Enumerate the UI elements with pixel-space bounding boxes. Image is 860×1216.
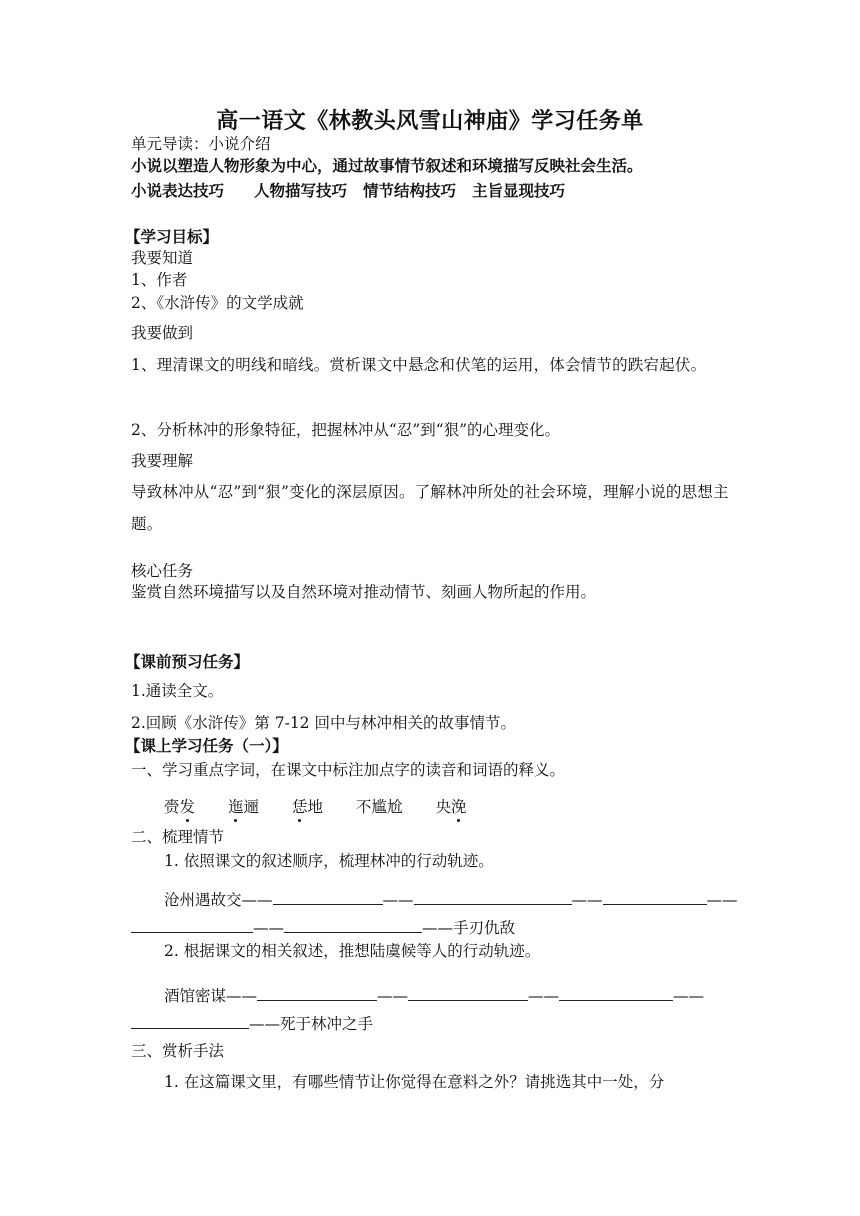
dash-separator: —— bbox=[382, 891, 414, 909]
novel-statement: 小说以塑造人物形象为中心，通过故事情节叙述和环境描写反映社会生活。 bbox=[131, 157, 643, 175]
technique-item: 主旨显现技巧 bbox=[472, 182, 566, 200]
section-3-title: 三、赏析手法 bbox=[131, 1042, 225, 1060]
technique-list bbox=[131, 181, 565, 201]
question-1: 1. 依照课文的叙述顺序，梳理林冲的行动轨迹。 bbox=[164, 852, 494, 870]
dash-separator: —— bbox=[377, 987, 409, 1005]
vocab-char: 不 bbox=[355, 798, 372, 816]
understand-heading: 我要理解 bbox=[131, 452, 194, 470]
vocab-char: 迤 bbox=[227, 798, 244, 816]
vocab-word bbox=[356, 798, 403, 816]
answer-blank[interactable] bbox=[257, 984, 377, 1001]
lu-yuhou-track-line-2 bbox=[131, 1012, 373, 1034]
section-2-title: 二、梳理情节 bbox=[131, 828, 225, 846]
answer-blank[interactable] bbox=[603, 888, 707, 905]
core-task-text: 鉴赏自然环境描写以及自然环境对推动情节、刻画人物所起的作用。 bbox=[131, 583, 597, 601]
technique-item: 情节结构技巧 bbox=[363, 182, 457, 200]
section-1-title: 一、学习重点字词，在课文中标注加点字的读音和词语的释义。 bbox=[131, 761, 566, 779]
vocab-word bbox=[292, 798, 323, 816]
dash-separator: —— bbox=[528, 987, 560, 1005]
goals-heading: 【学习目标】 bbox=[125, 228, 219, 246]
vocab-char: 发 bbox=[179, 798, 196, 816]
vocab-char: 逦 bbox=[243, 798, 259, 816]
class-task-heading: 【课上学习任务（一）】 bbox=[125, 737, 288, 755]
technique-item: 小说表达技巧 bbox=[131, 182, 225, 200]
vocab-word bbox=[164, 798, 195, 816]
vocab-char: 尬 bbox=[386, 798, 403, 816]
dash-separator: —— bbox=[673, 987, 705, 1005]
know-item-author: 1、作者 bbox=[131, 271, 188, 289]
vocab-list bbox=[164, 797, 494, 817]
unit-guide: 单元导读：小说介绍 bbox=[131, 135, 271, 153]
vocab-char: 地 bbox=[307, 798, 323, 816]
preview-item-1: 1.通读全文。 bbox=[131, 682, 224, 700]
lin-chong-track-line-2 bbox=[131, 916, 515, 938]
preview-item-2: 2.回顾《水浒传》第 7-12 回中与林冲相关的故事情节。 bbox=[131, 714, 516, 732]
do-item-1: 1、理清课文的明线和暗线。赏析课文中悬念和伏笔的运用，体会情节的跌宕起伏。 bbox=[131, 356, 707, 374]
answer-blank[interactable] bbox=[131, 1012, 249, 1029]
lin-chong-track-line-1 bbox=[164, 888, 738, 910]
know-heading: 我要知道 bbox=[131, 249, 194, 267]
answer-blank[interactable] bbox=[273, 888, 383, 905]
dash-separator: —— bbox=[571, 891, 603, 909]
page-title: 高一语文《林教头风雪山神庙》学习任务单 bbox=[216, 109, 644, 134]
dash-separator: —— bbox=[253, 919, 284, 937]
do-item-2: 2、分析林冲的形象特征，把握林冲从“忍”到“狠”的心理变化。 bbox=[131, 421, 561, 439]
vocab-word bbox=[228, 798, 259, 816]
vocab-char: 浼 bbox=[450, 798, 467, 816]
know-item-achievement: 2、《水浒传》的文学成就 bbox=[131, 294, 304, 312]
question-3: 1. 在这篇课文里，有哪些情节让你觉得在意料之外？请挑选其中一处，分 bbox=[164, 1073, 665, 1091]
answer-blank[interactable] bbox=[559, 984, 673, 1001]
track-start-label: 酒馆密谋—— bbox=[164, 987, 258, 1005]
answer-blank[interactable] bbox=[414, 888, 572, 905]
dash-separator: —— bbox=[706, 891, 738, 909]
vocab-char: 尴 bbox=[371, 798, 387, 816]
vocab-char: 赍 bbox=[164, 798, 180, 816]
vocab-word bbox=[435, 798, 466, 816]
track-end-label: ——死于林冲之手 bbox=[249, 1015, 374, 1033]
core-task-heading: 核心任务 bbox=[131, 562, 194, 580]
answer-blank[interactable] bbox=[284, 916, 422, 933]
do-heading: 我要做到 bbox=[131, 324, 194, 342]
lu-yuhou-track-line-1 bbox=[164, 984, 704, 1006]
preview-heading: 【课前预习任务】 bbox=[125, 653, 250, 671]
vocab-char: 恁 bbox=[291, 798, 308, 816]
answer-blank[interactable] bbox=[131, 916, 253, 933]
understand-text: 导致林冲从“忍”到“狠”变化的深层原因。了解林冲所处的社会环境，理解小说的思想主题。 bbox=[131, 483, 729, 533]
track-end-label: ——手刃仇敌 bbox=[422, 919, 516, 937]
track-start-label: 沧州遇故交—— bbox=[164, 891, 273, 909]
answer-blank[interactable] bbox=[408, 984, 528, 1001]
vocab-char: 央 bbox=[435, 798, 451, 816]
technique-item: 人物描写技巧 bbox=[254, 182, 348, 200]
question-2: 2. 根据课文的相关叙述，推想陆虞候等人的行动轨迹。 bbox=[164, 942, 541, 960]
